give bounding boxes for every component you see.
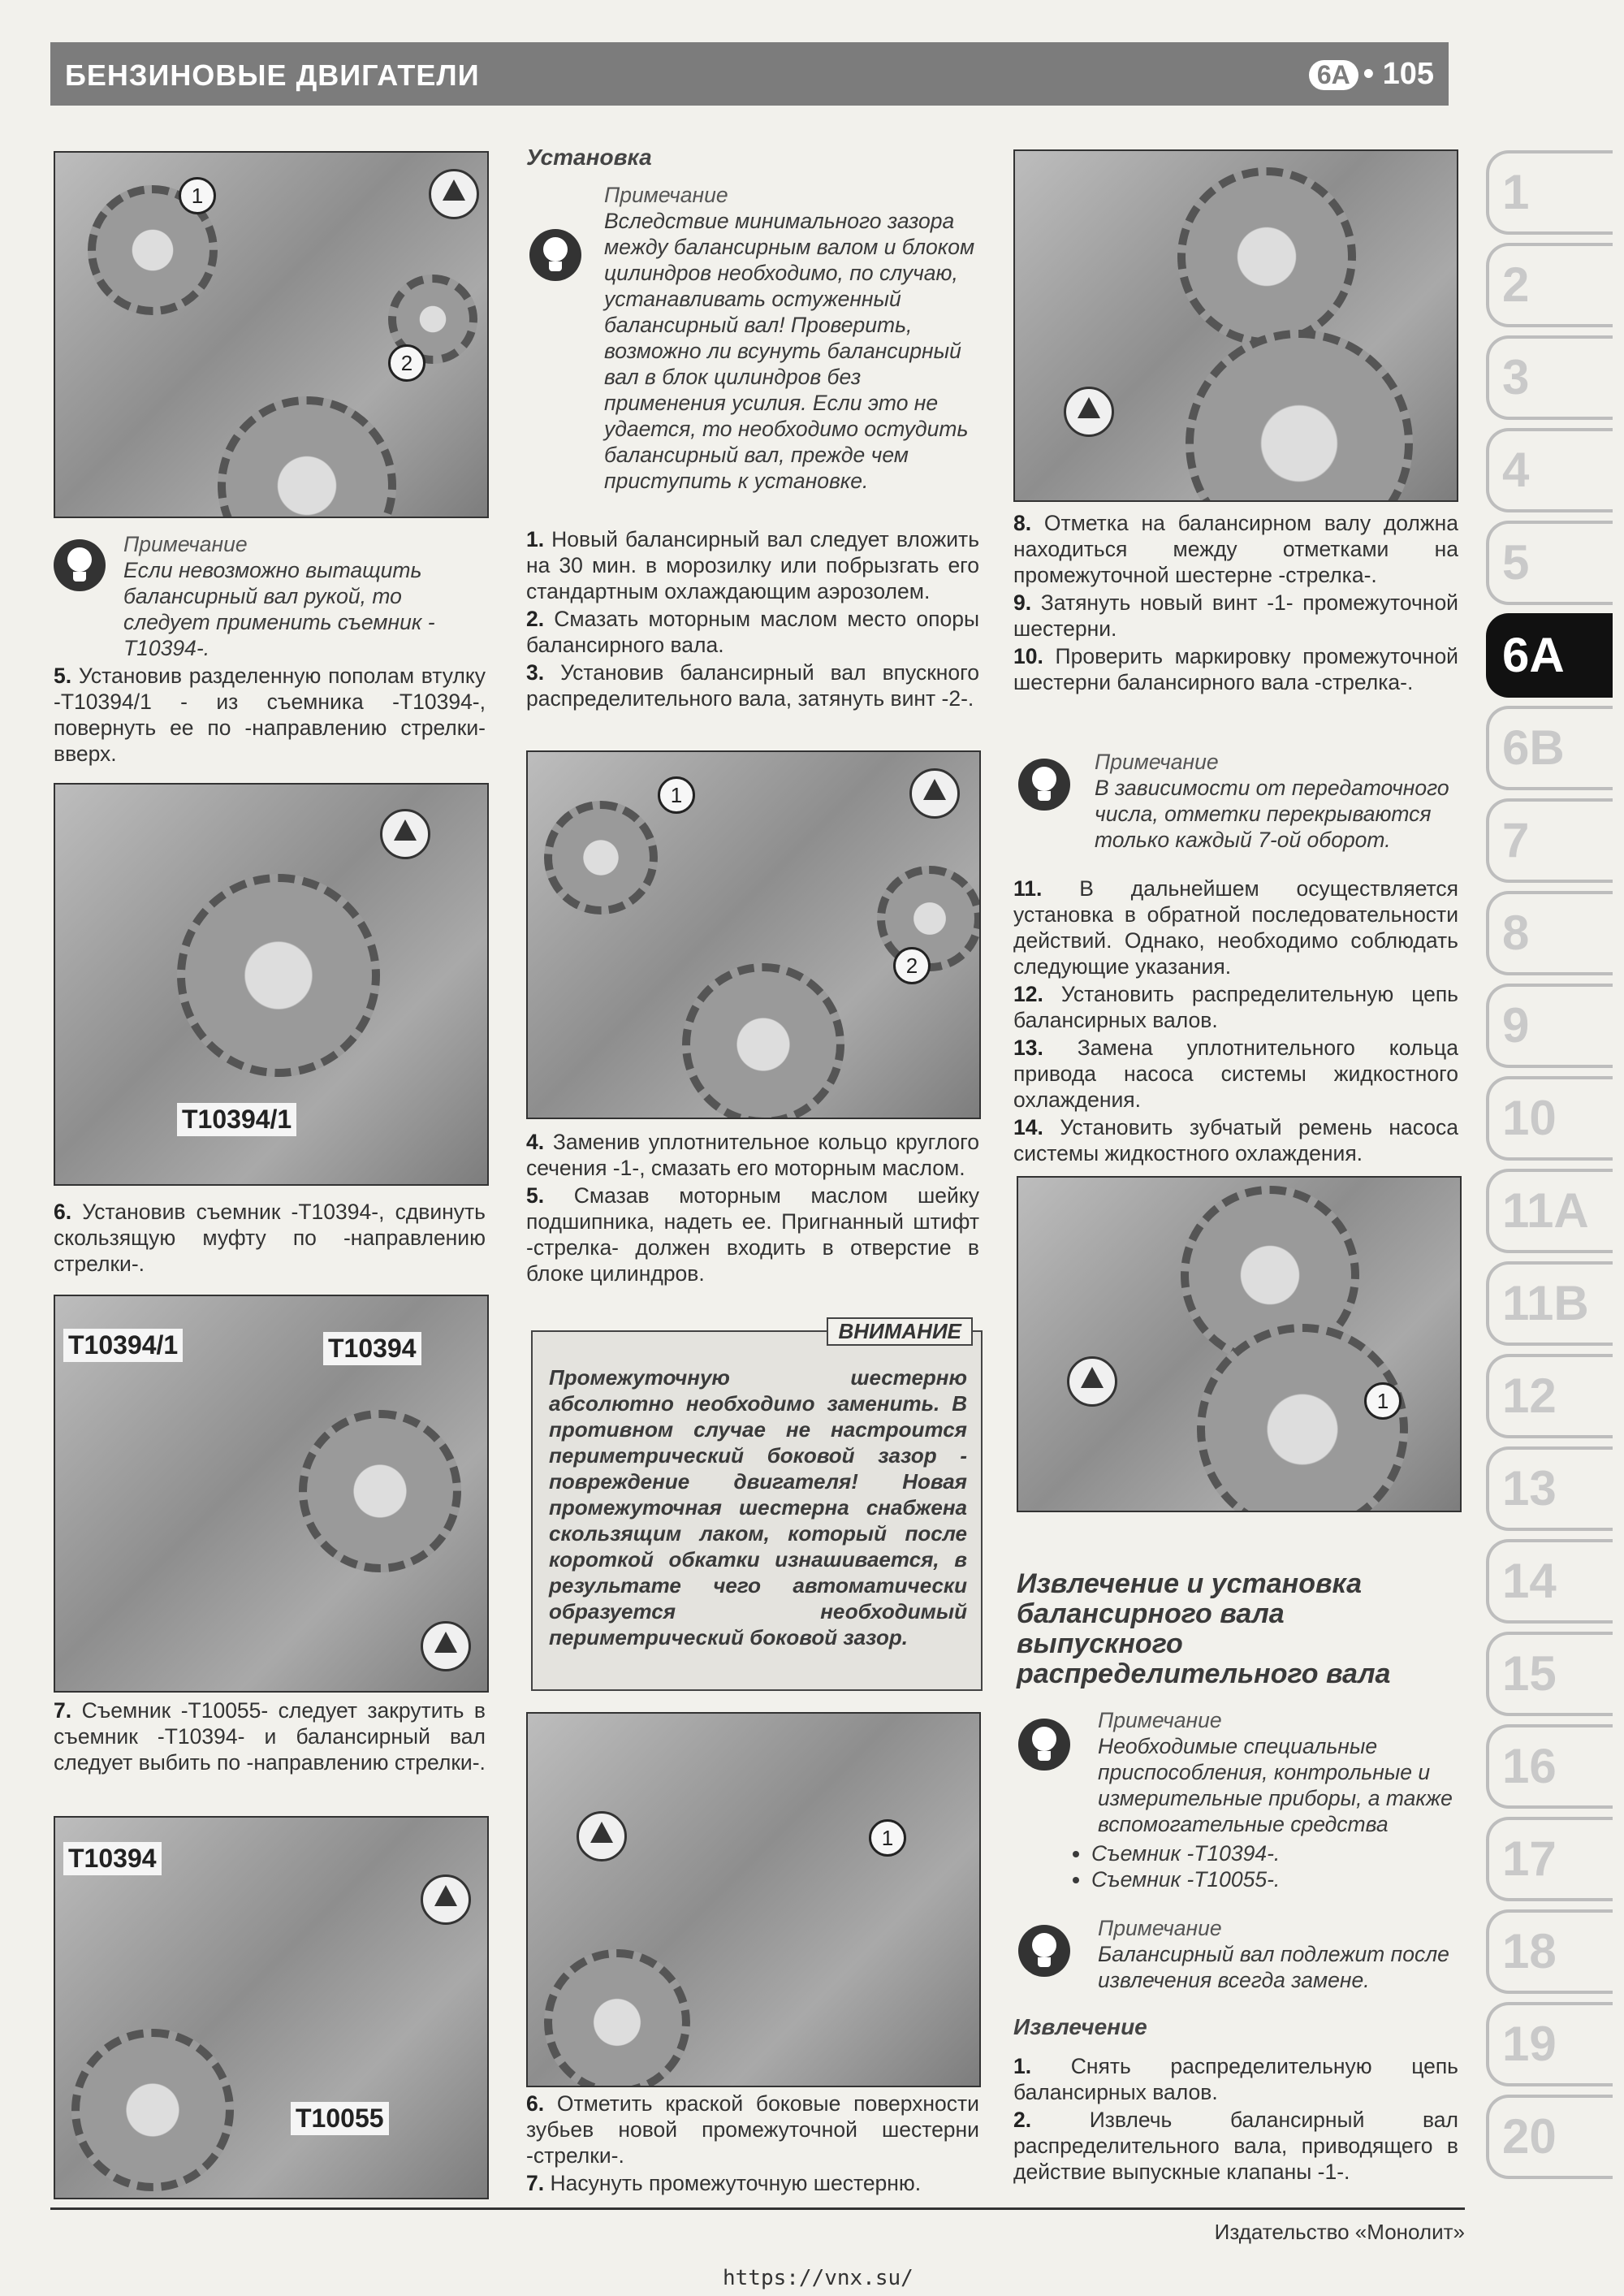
header-title: БЕНЗИНОВЫЕ ДВИГАТЕЛИ	[65, 58, 480, 92]
chapter-tab-16[interactable]: 16	[1486, 1724, 1613, 1809]
chapter-tab-20[interactable]: 20	[1486, 2095, 1613, 2179]
logo-icon	[429, 169, 479, 219]
chapter-tabs	[1486, 150, 1616, 2187]
subhead-installation: Установка	[526, 145, 652, 170]
step-text: Отметка на балансирном валу должна находиться между отметками на промежуточной шестерне -стрелка-.	[1013, 511, 1458, 587]
tool-label: T10394	[63, 1842, 162, 1875]
tool-label: T10394/1	[177, 1103, 296, 1136]
step-text: Заменив уплотнительное кольцо круглого сечения -1-, смазать его моторным маслом.	[526, 1130, 979, 1180]
footer-url[interactable]: https://vnx.su/	[723, 2266, 914, 2290]
subhead-removal: Извлечение	[1013, 2014, 1147, 2039]
chapter-tab-6b[interactable]: 6B	[1486, 706, 1613, 790]
chapter-tab-5[interactable]: 5	[1486, 521, 1613, 605]
col2-bottom: 6. Отметить краской боковые поверхности зубьев новой промежуточной шестерни -стрелки-. 7. Насунуть промежуточную шестерню.	[526, 2091, 979, 2195]
note-title: Примечание	[1098, 1708, 1222, 1732]
col1-step5: 5. Установив разделенную пополам втулку -T10394/1 - из съемника -T10394-, повернуть ее по -направлению стрелки- вверх.	[54, 664, 486, 766]
chapter-tab-6a[interactable]: 6A	[1486, 613, 1613, 698]
col3-top: 8. Отметка на балансирном валу должна находиться между отметками на промежуточной шестерне -стрелка-. 9. Затянуть новый винт -1- промежуточной шестерни. 10. Проверить маркировку промежуточной шестерни балансирного вала -стрелка-.	[1013, 511, 1458, 694]
chapter-tab-15[interactable]: 15	[1486, 1632, 1613, 1716]
chapter-tab-9[interactable]: 9	[1486, 984, 1613, 1068]
section-title: Извлечение и установка балансирного вала выпускного распределительного вала	[1017, 1568, 1391, 1689]
footer-rule	[50, 2207, 1465, 2210]
photo-installation-2	[526, 1712, 981, 2087]
callout-2: 2	[893, 947, 931, 984]
warning-text: Промежуточную шестерню абсолютно необходимо заменить. В противном случае не настроится периметрический боковой зазор - повреждение двигателя! Новая промежуточная шестерна снабжена скользящим лаком, который после короткой обкатки изнашивается, в результате чего автоматически образуется необходимый периметрический боковой зазор.	[549, 1365, 967, 1650]
col2-top: Установка Примечание Вследствие минимального зазора между балансирным валом и блоком цилиндров необходимо, по случаю, устанавливать остуженный балансирный вал! Проверить, возможно ли всунуть балансирный вал в блок цилиндров без применения усилия. Если это не удается, то необходимо остудить балансирный вал, прежде чем приступить к установке. 1. Новый балансирный вал следует вложить на 30 мин. в морозилку или побрызгать его стандартным охлаждающим аэрозолем. 2. Смазать моторным маслом место опоры балансирного вала. 3. Установив балансирный вал впускного распределительного вала, затянуть винт -2-.	[526, 145, 979, 711]
chapter-tab-11b[interactable]: 11B	[1486, 1261, 1613, 1346]
chapter-tab-11a[interactable]: 11A	[1486, 1169, 1613, 1253]
chapter-tab-2[interactable]: 2	[1486, 243, 1613, 327]
callout-1: 1	[869, 1819, 906, 1857]
logo-icon	[421, 1874, 471, 1925]
list-item: • Съемник -T10394-.	[1091, 1840, 1458, 1866]
col3-note1	[1013, 749, 1458, 853]
note-title: Примечание	[1098, 1916, 1222, 1940]
tool-label: T10394	[323, 1332, 421, 1365]
tool-label: T10394/1	[63, 1329, 183, 1362]
logo-icon	[1064, 387, 1114, 437]
chapter-tab-19[interactable]: 19	[1486, 2002, 1613, 2086]
gear-shape	[299, 1410, 461, 1572]
gear-shape	[544, 801, 658, 915]
photo-gear-marks	[1013, 149, 1458, 502]
gear-shape	[71, 2029, 234, 2191]
note-title: Примечание	[123, 532, 248, 556]
gear-shape	[877, 866, 981, 971]
col1-step7: 7. Съемник -T10055- следует закрутить в съемник -T10394- и балансирный вал следует выбить по -направлению стрелки-.	[54, 1698, 486, 1775]
note-title: Примечание	[604, 183, 728, 207]
col1-step6: 6. Установив съемник -T10394-, сдвинуть скользящую муфту по -направлению стрелки-.	[54, 1200, 486, 1276]
photo-puller-t10394	[54, 1295, 489, 1693]
tool-label: T10055	[291, 2102, 389, 2135]
gear-shape	[1177, 167, 1356, 346]
step-text: Насунуть промежуточную шестерню.	[550, 2171, 922, 2195]
gear-shape	[218, 396, 396, 518]
logo-icon	[1067, 1356, 1117, 1407]
logo-icon	[421, 1621, 471, 1671]
step-text: В дальнейшем осуществляется установка в обратной последовательности действий. Однако, необходимо соблюдать следующие указания.	[1013, 876, 1458, 979]
step-text: Новый балансирный вал следует вложить на 30 мин. в морозилку или побрызгать его стандартным охлаждающим аэрозолем.	[526, 527, 979, 603]
step-text: Установить распределительную цепь балансирных валов.	[1013, 982, 1458, 1032]
step-text: Снять распределительную цепь балансирных валов.	[1013, 2054, 1458, 2104]
callout-1: 1	[179, 177, 216, 214]
step-text: Затянуть новый винт -1- промежуточной шестерни.	[1013, 590, 1458, 641]
photo-puller-t10055	[54, 1816, 489, 2199]
step-text: Установив съемник -T10394-, сдвинуть скользящую муфту по -направлению стрелки-.	[54, 1200, 486, 1276]
chapter-tab-7[interactable]: 7	[1486, 798, 1613, 883]
note-text: Вследствие минимального зазора между балансирным валом и блоком цилиндров необходимо, по случаю, устанавливать остуженный балансирный вал! Проверить, возможно ли всунуть балансирный вал в блок цилиндров без применения усилия. Если это не удается, то необходимо остудить балансирный вал, прежде чем приступить к установке.	[604, 209, 975, 493]
step-text: Извлечь балансирный вал распределительного вала, приводящего в действие выпускные клапаны -1-.	[1013, 2108, 1458, 2184]
step-text: Установив разделенную пополам втулку -T10394/1 - из съемника -T10394-, повернуть ее по -направлению стрелки- вверх.	[54, 664, 486, 766]
logo-icon	[380, 809, 430, 859]
step-text: Смазать моторным маслом место опоры балансирного вала.	[526, 607, 979, 657]
col3-removal: Извлечение 1. Снять распределительную цепь балансирных валов. 2. Извлечь балансирный вал распределительного вала, приводящего в действие выпускные клапаны -1-.	[1013, 2014, 1458, 2184]
step-text: Смазав моторным маслом шейку подшипника, надеть ее. Пригнанный штифт -стрелка- должен входить в отверстие в блоке цилиндров.	[526, 1183, 979, 1286]
chapter-tab-10[interactable]: 10	[1486, 1076, 1613, 1161]
page-num: 105	[1382, 57, 1434, 91]
logo-icon	[577, 1811, 627, 1861]
photo-intermediate-gear	[1017, 1176, 1462, 1512]
warning-box	[531, 1319, 983, 1691]
step-text: Установив балансирный вал впускного распределительного вала, затянуть винт -2-.	[526, 660, 979, 711]
callout-2: 2	[388, 344, 425, 382]
col2-mid: 4. Заменив уплотнительное кольцо круглого сечения -1-, смазать его моторным маслом. 5. Смазав моторным маслом шейку подшипника, надеть ее. Пригнанный штифт -стрелка- должен входить в отверстие в блоке цилиндров.	[526, 1130, 979, 1286]
step-text: Замена уплотнительного кольца привода насоса системы жидкостного охлаждения.	[1013, 1036, 1458, 1112]
warning-label: ВНИМАНИЕ	[827, 1317, 973, 1346]
chapter-tab-3[interactable]: 3	[1486, 335, 1613, 420]
col3-note2	[1013, 1707, 1458, 1892]
gear-shape	[682, 963, 844, 1119]
step-text: Проверить маркировку промежуточной шестерни балансирного вала -стрелка-.	[1013, 644, 1458, 694]
gear-shape	[544, 1949, 690, 2087]
chapter-tab-13[interactable]: 13	[1486, 1446, 1613, 1531]
note-title: Примечание	[1095, 750, 1219, 774]
col1-note	[54, 531, 486, 661]
note-text: В зависимости от передаточного числа, отметки перекрываются только каждый 7-ой оборот.	[1095, 776, 1449, 852]
chapter-tab-8[interactable]: 8	[1486, 891, 1613, 975]
chapter-tab-14[interactable]: 14	[1486, 1539, 1613, 1624]
note-text: Необходимые специальные приспособления, контрольные и измерительные приборы, а также вспомогательные средства	[1098, 1734, 1453, 1836]
step-text: Съемник -T10055- следует закрутить в съемник -T10394- и балансирный вал следует выбить по -направлению стрелки-.	[54, 1698, 486, 1775]
photo-sleeve-t10394-1	[54, 783, 489, 1186]
photo-installation-1	[526, 750, 981, 1119]
photo-balance-shaft-1	[54, 151, 489, 518]
callout-1: 1	[1364, 1382, 1402, 1420]
chapter-tab-1[interactable]: 1	[1486, 150, 1613, 235]
step-text: Отметить краской боковые поверхности зубьев новой промежуточной шестерни -стрелки-.	[526, 2091, 979, 2168]
chapter-chip: 6A	[1309, 60, 1358, 90]
chapter-tab-18[interactable]: 18	[1486, 1909, 1613, 1994]
gear-shape	[1186, 330, 1413, 502]
footer-publisher: Издательство «Монолит»	[1214, 2220, 1465, 2244]
logo-icon	[909, 768, 960, 819]
page-header	[50, 42, 1449, 106]
callout-1: 1	[658, 776, 695, 814]
list-item: • Съемник -T10055-.	[1091, 1866, 1458, 1892]
note-text: Если невозможно вытащить балансирный вал рукой, то следует применить съемник -T10394-.	[123, 558, 435, 660]
col3-steps: 11. В дальнейшем осуществляется установка в обратной последовательности действий. Однако, необходимо соблюдать следующие указания. 12. Установить распределительную цепь балансирных валов. 13. Замена уплотнительного кольца привода насоса системы жидкостного охлаждения. 14. Установить зубчатый ремень насоса системы жидкостного охлаждения.	[1013, 876, 1458, 1165]
page-number: 6A • 105	[1309, 57, 1434, 92]
note-text: Балансирный вал подлежит после извлечения всегда замене.	[1098, 1942, 1449, 1992]
col3-note3	[1013, 1915, 1458, 1993]
tools-list	[1013, 1840, 1458, 1892]
gear-shape	[177, 874, 380, 1077]
step-text: Установить зубчатый ремень насоса системы жидкостного охлаждения.	[1013, 1115, 1458, 1165]
chapter-tab-4[interactable]: 4	[1486, 428, 1613, 512]
chapter-tab-12[interactable]: 12	[1486, 1354, 1613, 1438]
chapter-tab-17[interactable]: 17	[1486, 1817, 1613, 1901]
